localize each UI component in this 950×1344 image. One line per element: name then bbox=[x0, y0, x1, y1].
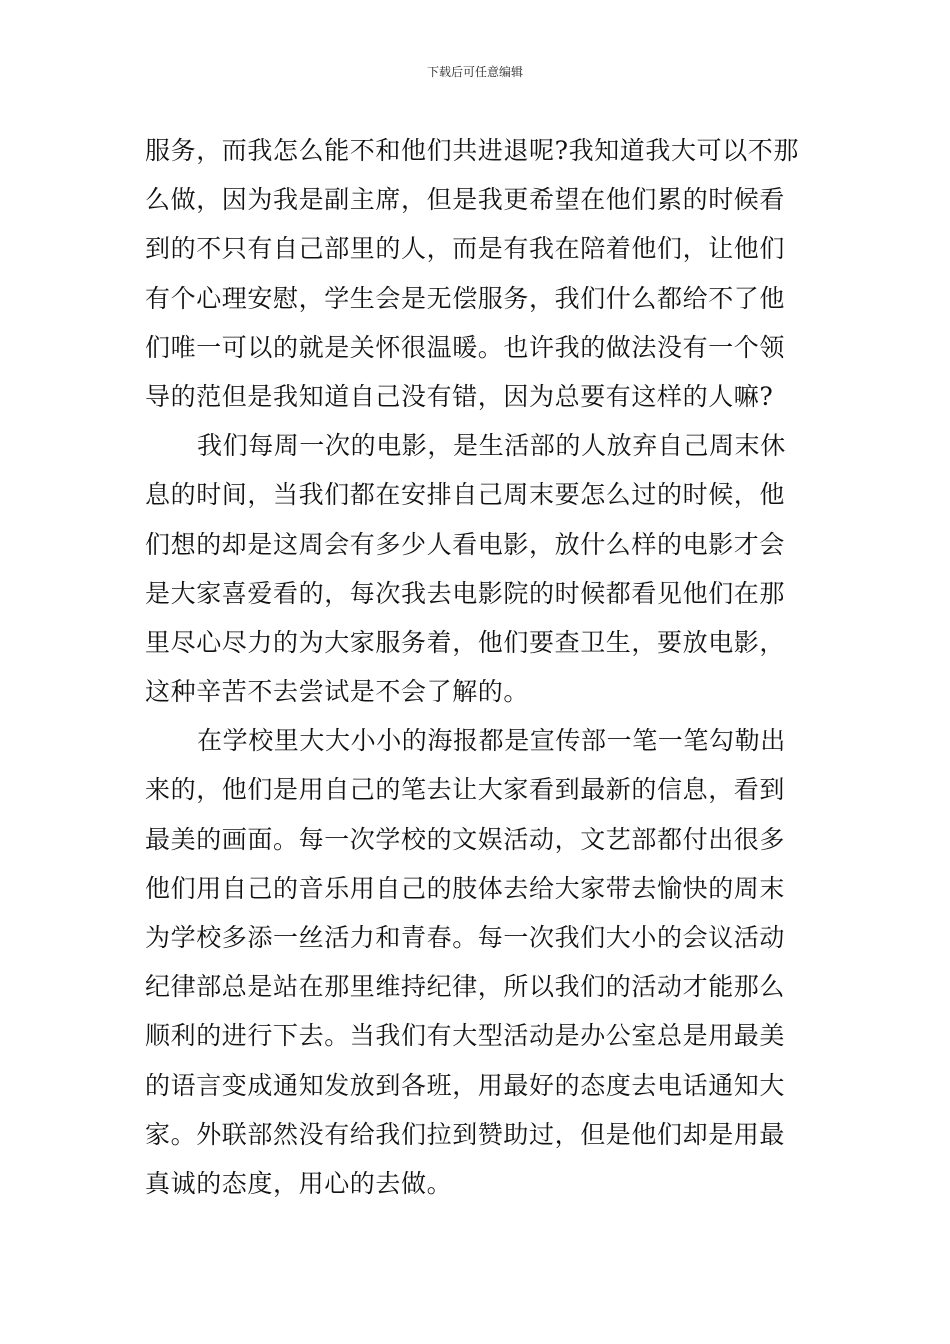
paragraph-2 bbox=[145, 421, 810, 716]
text-line: 纪律部总是站在那里维持纪律，所以我们的活动才能那么 bbox=[145, 972, 786, 1002]
document-body bbox=[145, 126, 810, 1208]
text-line: 我们每周一次的电影，是生活部的人放弃自己周末休 bbox=[197, 431, 786, 461]
text-line: 最美的画面。每一次学校的文娱活动，文艺部都付出很多 bbox=[145, 824, 786, 854]
text-line: 为学校多添一丝活力和青春。每一次我们大小的会议活动 bbox=[145, 923, 786, 952]
text-line: 导的范但是我知道自己没有错，因为总要有这样的人嘛? bbox=[145, 381, 774, 411]
text-line: 息的时间，当我们都在安排自己周末要怎么过的时候，他 bbox=[145, 480, 786, 510]
text-line: 真诚的态度，用心的去做。 bbox=[145, 1168, 453, 1198]
text-line: 这种辛苦不去尝试是不会了解的。 bbox=[145, 677, 530, 707]
text-line: 服务，而我怎么能不和他们共进退呢?我知道我大可以不那 bbox=[145, 136, 800, 165]
text-line: 来的，他们是用自己的笔去让大家看到最新的信息，看到 bbox=[145, 775, 786, 805]
text-line: 是大家喜爱看的，每次我去电影院的时候都看见他们在那 bbox=[145, 578, 786, 608]
text-line: 家。外联部然没有给我们拉到赞助过，但是他们却是用最 bbox=[145, 1119, 786, 1149]
text-line: 顺利的进行下去。当我们有大型活动是办公室总是用最美 bbox=[145, 1021, 786, 1051]
text-line: 在学校里大大小小的海报都是宣传部一笔一笔勾勒出 bbox=[197, 726, 786, 756]
page-header: 下载后可任意编辑 bbox=[426, 65, 523, 79]
paragraph-3 bbox=[145, 716, 810, 1208]
paragraph-1 bbox=[145, 126, 810, 421]
text-line: 的语言变成通知发放到各班，用最好的态度去电话通知大 bbox=[145, 1070, 786, 1100]
text-line: 他们用自己的音乐用自己的肢体去给大家带去愉快的周末 bbox=[145, 873, 786, 903]
text-line: 么做，因为我是副主席，但是我更希望在他们累的时候看 bbox=[145, 185, 786, 215]
text-line: 们唯一可以的就是关怀很温暖。也许我的做法没有一个领 bbox=[145, 332, 786, 362]
text-line: 里尽心尽力的为大家服务着，他们要查卫生，要放电影， bbox=[145, 627, 786, 657]
text-line: 到的不只有自己部里的人，而是有我在陪着他们，让他们 bbox=[145, 234, 786, 264]
text-line: 有个心理安慰，学生会是无偿服务，我们什么都给不了他 bbox=[145, 283, 786, 313]
text-line: 们想的却是这周会有多少人看电影，放什么样的电影才会 bbox=[145, 529, 786, 559]
